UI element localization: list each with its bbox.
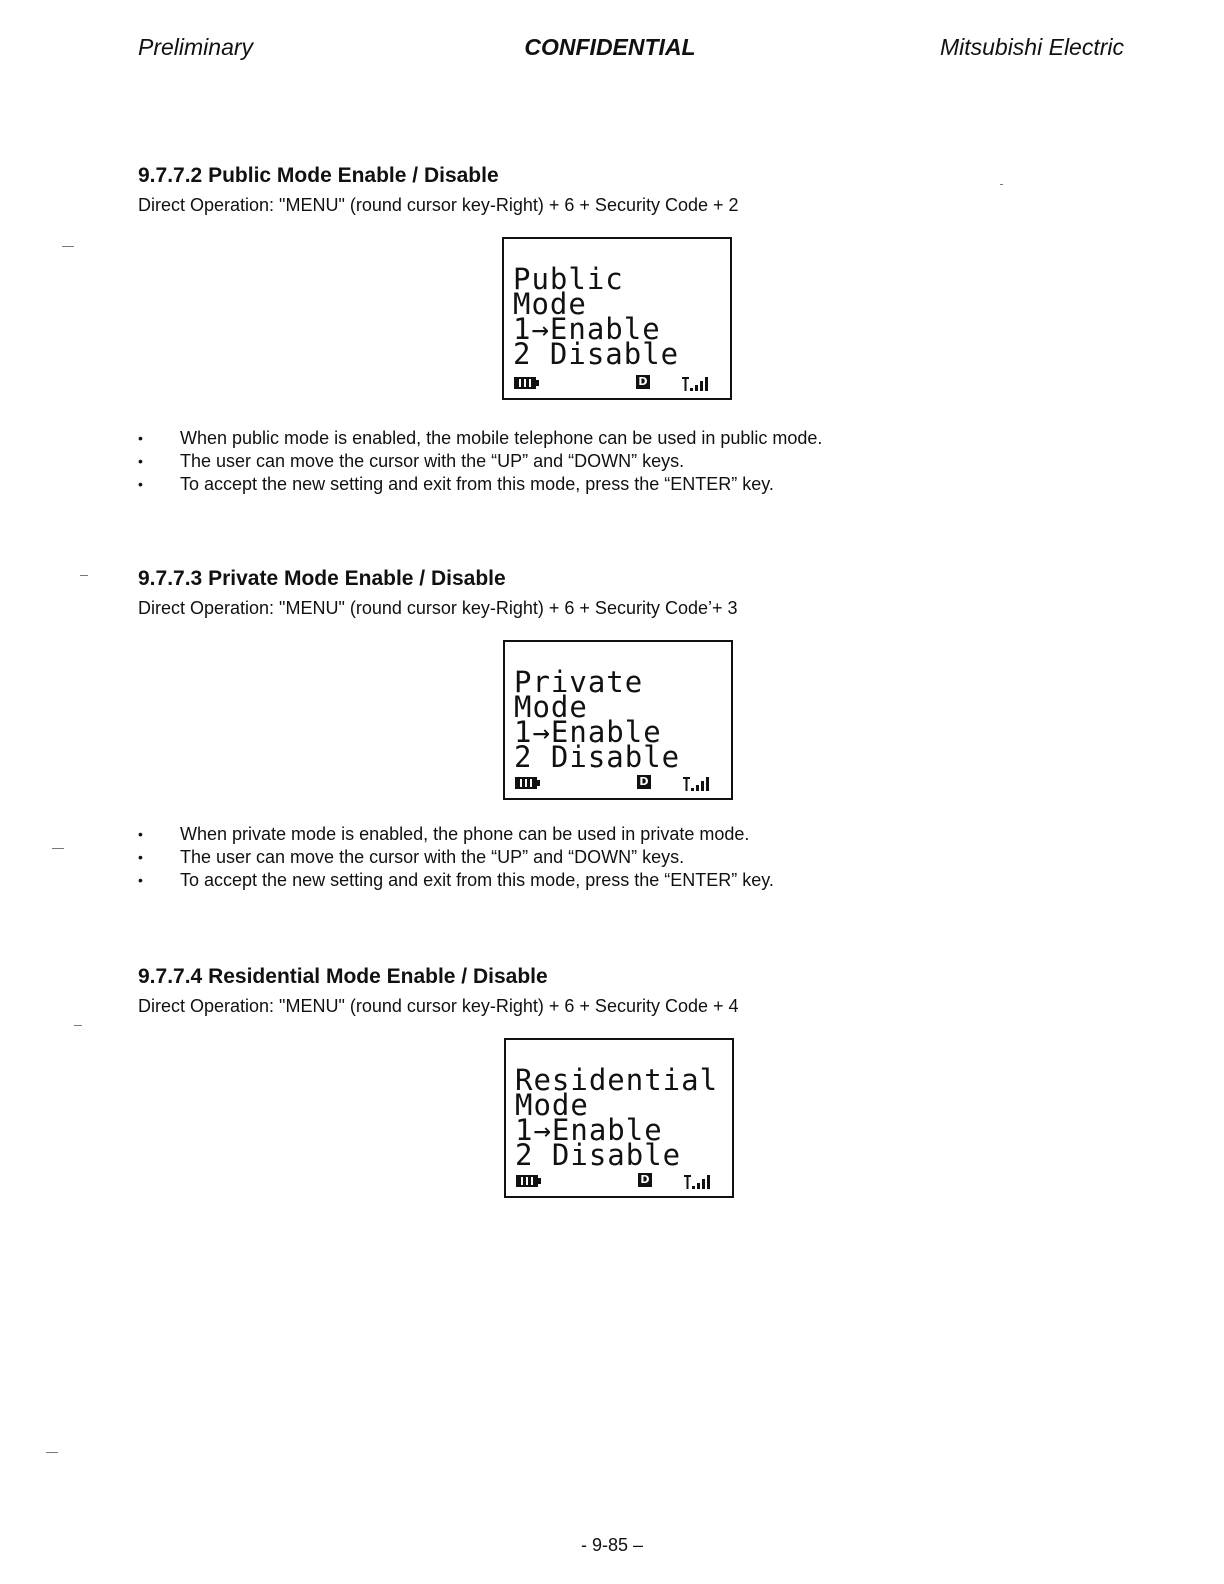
lcd-line: 1→Enable <box>515 1113 663 1147</box>
section-title-text: Public Mode Enable / Disable <box>208 164 499 187</box>
lcd-line: Mode <box>515 1088 589 1122</box>
direct-operation: Direct Operation: "MENU" (round cursor key-Right) + 6 + Security Code + 4 <box>138 996 739 1016</box>
scan-mark <box>46 1452 58 1453</box>
header-confidential-text: CONFIDENTIAL <box>524 34 696 60</box>
list-item: • The user can move the cursor with the “UP” and “DOWN” keys. <box>138 846 1038 869</box>
lcd-line: 2 Disable <box>514 740 681 774</box>
signal-icon <box>682 376 716 391</box>
section-title-text: Private Mode Enable / Disable <box>208 567 506 590</box>
bullet-list-public <box>138 427 1038 496</box>
section-private-mode <box>138 566 1098 620</box>
lcd-status-bar <box>516 1174 722 1190</box>
scan-mark <box>80 575 88 576</box>
scan-mark <box>62 246 74 247</box>
lcd-line: Public <box>513 262 624 296</box>
battery-icon <box>514 377 540 389</box>
lcd-line: Private <box>514 665 644 699</box>
bullet-list-private <box>138 823 1038 892</box>
direct-operation: Direct Operation: "MENU" (round cursor key-Right) + 6 + Security Code’+ 3 <box>138 598 738 618</box>
header-company: Mitsubishi Electric <box>939 34 1124 60</box>
section-number: 9.7.7.4 <box>138 965 203 988</box>
list-item: • When public mode is enabled, the mobile telephone can be used in public mode. <box>138 427 1038 450</box>
battery-icon <box>516 1175 542 1187</box>
lcd-lines <box>514 665 681 774</box>
section-number: 9.7.7.3 <box>138 567 203 590</box>
battery-icon <box>515 777 541 789</box>
header-preliminary: Preliminary <box>138 34 254 60</box>
lcd-status-bar <box>515 776 721 792</box>
direct-operation: Direct Operation: "MENU" (round cursor key-Right) + 6 + Security Code + 2 <box>138 195 739 215</box>
signal-icon <box>683 776 717 791</box>
lcd-screen-public <box>502 237 732 400</box>
section-residential-mode <box>138 964 1098 1018</box>
lcd-status-bar <box>514 376 720 392</box>
lcd-lines <box>515 1063 719 1172</box>
lcd-line: 2 Disable <box>515 1138 682 1172</box>
scan-mark <box>1000 184 1003 185</box>
lcd-screen-private <box>503 640 733 800</box>
list-item: • The user can move the cursor with the “UP” and “DOWN” keys. <box>138 450 1038 473</box>
lcd-lines <box>513 262 680 371</box>
page-number: - 9-85 – <box>580 1535 644 1555</box>
lcd-line: 1→Enable <box>513 312 661 346</box>
lcd-line: Mode <box>513 287 587 321</box>
lcd-screen-residential <box>504 1038 734 1198</box>
lcd-line: Mode <box>514 690 588 724</box>
list-item: • To accept the new setting and exit from this mode, press the “ENTER” key. <box>138 869 1038 892</box>
lcd-line: 1→Enable <box>514 715 662 749</box>
section-title <box>138 566 1098 592</box>
lcd-line: 2 Disable <box>513 337 680 371</box>
d-icon: D <box>637 775 651 789</box>
section-title-text: Residential Mode Enable / Disable <box>208 965 548 988</box>
scan-mark <box>74 1025 82 1026</box>
scan-mark <box>52 848 64 849</box>
signal-icon <box>684 1174 718 1189</box>
section-title <box>138 163 1098 189</box>
d-icon: D <box>638 1173 652 1187</box>
list-item: • To accept the new setting and exit from this mode, press the “ENTER” key. <box>138 473 1038 496</box>
list-item: • When private mode is enabled, the phone can be used in private mode. <box>138 823 1038 846</box>
d-icon: D <box>636 375 650 389</box>
section-number: 9.7.7.2 <box>138 164 203 187</box>
section-public-mode <box>138 163 1098 217</box>
lcd-line: Residential <box>515 1063 719 1097</box>
section-title <box>138 964 1098 990</box>
